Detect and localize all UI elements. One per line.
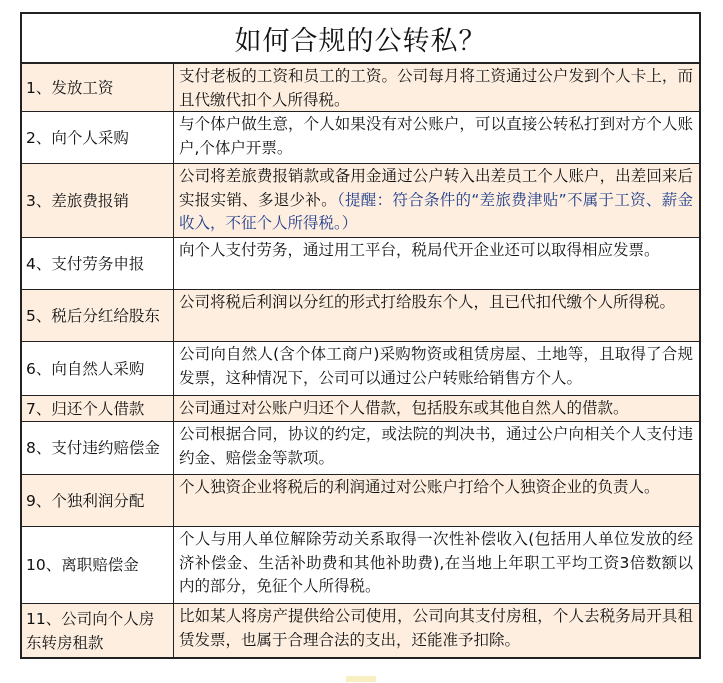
page-title: 如何合规的公转私？	[22, 14, 699, 64]
row-description: 个人独资企业将税后的利润通过对公账户打给个人独资企业的负责人。	[179, 478, 660, 496]
row-label: 9、个独利润分配	[22, 475, 174, 526]
table-row	[22, 112, 699, 164]
table-row	[22, 422, 699, 475]
row-description: 与个体户做生意，个人如果没有对公账户，可以直接公转私打到对方个人账户,个体户开票。	[179, 115, 693, 157]
row-description-text: 公司将差旅费报销款或备用金通过公户转入出差员工个人账户，出差回来后实报实销、多退少补。	[179, 167, 693, 209]
table-row	[22, 342, 699, 396]
row-description: 公司将税后利润以分红的形式打给股东个人，且已代扣代缴个人所得税。	[179, 293, 676, 311]
row-label: 5、税后分红给股东	[22, 290, 174, 341]
table-row	[22, 396, 699, 422]
row-label: 4、支付劳务申报	[22, 238, 174, 289]
row-description: 公司向自然人(含个体工商户)采购物资或租赁房屋、土地等，且取得了合规发票，这种情况下，公司可以通过公户转账给销售方个人。	[179, 345, 693, 387]
row-label: 8、支付违约赔偿金	[22, 422, 174, 474]
row-label: 2、向个人采购	[22, 112, 174, 163]
row-label: 11、公司向个人房东转房租款	[22, 604, 174, 657]
bottom-edge-mark	[346, 676, 376, 682]
reminder-note: （提醒：符合条件的“差旅费津贴”不属于工资、薪金收入，不征个人所得税。）	[179, 190, 693, 232]
row-description: 公司根据合同，协议的约定，或法院的判决书，通过公户向相关个人支付违约金、赔偿金等款项。	[179, 425, 693, 467]
table-row	[22, 290, 699, 342]
table-row	[22, 238, 699, 290]
row-label: 1、发放工资	[22, 64, 174, 111]
row-label: 7、归还个人借款	[22, 396, 174, 421]
row-label: 6、向自然人采购	[22, 342, 174, 395]
row-description: 个人与用人单位解除劳动关系取得一次性补偿收入(包括用人单位发放的经济补偿金、生活补助费和其他补助费),在当地上年职工平均工资3倍数额以内的部分，免征个人所得税。	[179, 530, 693, 595]
table-row	[22, 475, 699, 527]
row-description: 向个人支付劳务，通过用工平台，税局代开企业还可以取得相应发票。	[179, 241, 660, 259]
table-row	[22, 64, 699, 112]
row-label: 3、差旅费报销	[22, 164, 174, 237]
table-row	[22, 164, 699, 238]
row-description: 比如某人将房产提供给公司使用，公司向其支付房租，个人去税务局开具租赁发票，也属于合理合法的支出，还能准予扣除。	[179, 607, 693, 649]
row-description	[174, 164, 699, 237]
row-description: 公司通过对公账户归还个人借款，包括股东或其他自然人的借款。	[179, 399, 629, 417]
table-row	[22, 604, 699, 657]
policy-table	[20, 12, 701, 659]
table-row	[22, 527, 699, 604]
row-description: 支付老板的工资和员工的工资。公司每月将工资通过公户发到个人卡上，而且代缴代扣个人所得税。	[179, 67, 693, 109]
row-label: 10、离职赔偿金	[22, 527, 174, 603]
